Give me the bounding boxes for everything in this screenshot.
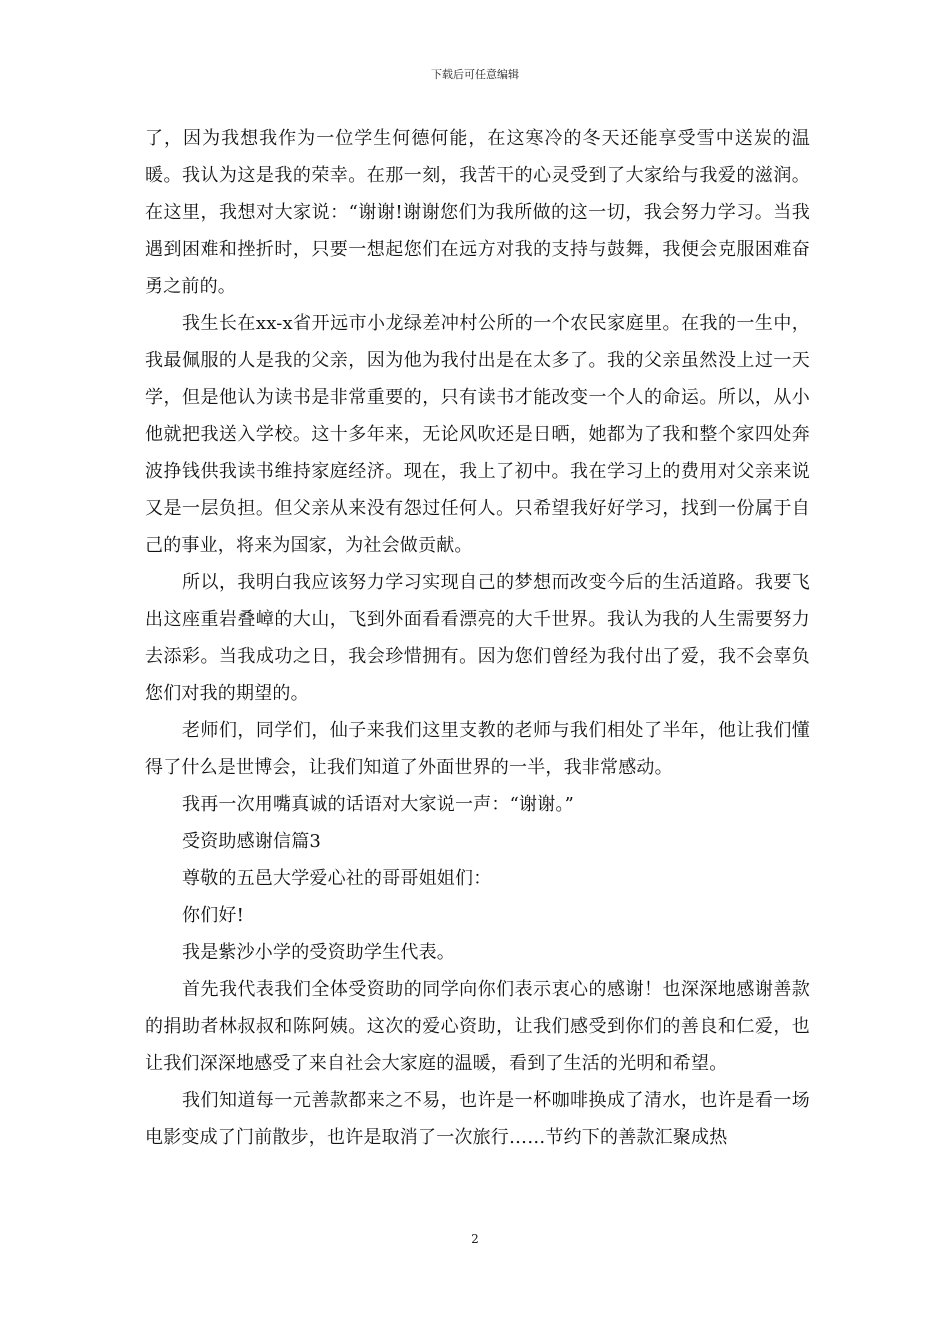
paragraph-4: 老师们，同学们，仙子来我们这里支教的老师与我们相处了半年，他让我们懂得了什么是世博会，让我们知道了外面世界的一半，我非常感动。: [145, 720, 810, 778]
paragraph-introduction: 我是紫沙小学的受资助学生代表。: [182, 942, 455, 963]
paragraph-1: 了，因为我想我作为一位学生何德何能，在这寒冷的冬天还能享受雪中送炭的温暖。我认为这是我的荣幸。在那一刻，我苦干的心灵受到了大家给与我爱的滋润。在这里，我想对大家说：“谢谢!谢谢您们为我所做的这一切，我会努力学习。当我遇到困难和挫折时，只要一想起您们在远方对我的支持与鼓舞，我便会克服困难奋勇之前的。: [145, 128, 810, 297]
section-title: 受资助感谢信篇3: [182, 831, 322, 852]
paragraph-3: 所以，我明白我应该努力学习实现自己的梦想而改变今后的生活道路。我要飞出这座重岩叠嶂的大山，飞到外面看看漂亮的大千世界。我认为我的人生需要努力去添彩。当我成功之日，我会珍惜拥有。因为您们曾经为我付出了爱，我不会辜负您们对我的期望的。: [145, 572, 810, 704]
paragraph-5: 我再一次用嘴真诚的话语对大家说一声：“谢谢。”: [182, 794, 575, 815]
salutation: 尊敬的五邑大学爱心社的哥哥姐姐们：: [182, 868, 492, 889]
greeting: 你们好!: [182, 905, 245, 926]
paragraph-thanks: 首先我代表我们全体受资助的同学向你们表示衷心的感谢！也深深地感谢善款的捐助者林叔叔和陈阿姨。这次的爱心资助，让我们感受到你们的善良和仁爱，也让我们深深地感受了来自社会大家庭的温暖，看到了生活的光明和希望。: [145, 979, 810, 1074]
document-body: [145, 120, 810, 1156]
page-number: 2: [471, 1232, 479, 1246]
paragraph-donations: 我们知道每一元善款都来之不易，也许是一杯咖啡换成了清水，也许是看一场电影变成了门前散步，也许是取消了一次旅行……节约下的善款汇聚成热: [145, 1090, 810, 1148]
paragraph-2: 我生长在xx-x省开远市小龙绿差冲村公所的一个农民家庭里。在我的一生中，我最佩服的人是我的父亲，因为他为我付出是在太多了。我的父亲虽然没上过一天学，但是他认为读书是非常重要的，只有读书才能改变一个人的命运。所以，从小他就把我送入学校。这十多年来，无论风吹还是日晒，她都为了我和整个家四处奔波挣钱供我读书维持家庭经济。现在，我上了初中。我在学习上的费用对父亲来说又是一层负担。但父亲从来没有怨过任何人。只希望我好好学习，找到一份属于自己的事业，将来为国家，为社会做贡献。: [145, 313, 810, 556]
page-header: 下载后可任意编辑: [431, 68, 519, 81]
